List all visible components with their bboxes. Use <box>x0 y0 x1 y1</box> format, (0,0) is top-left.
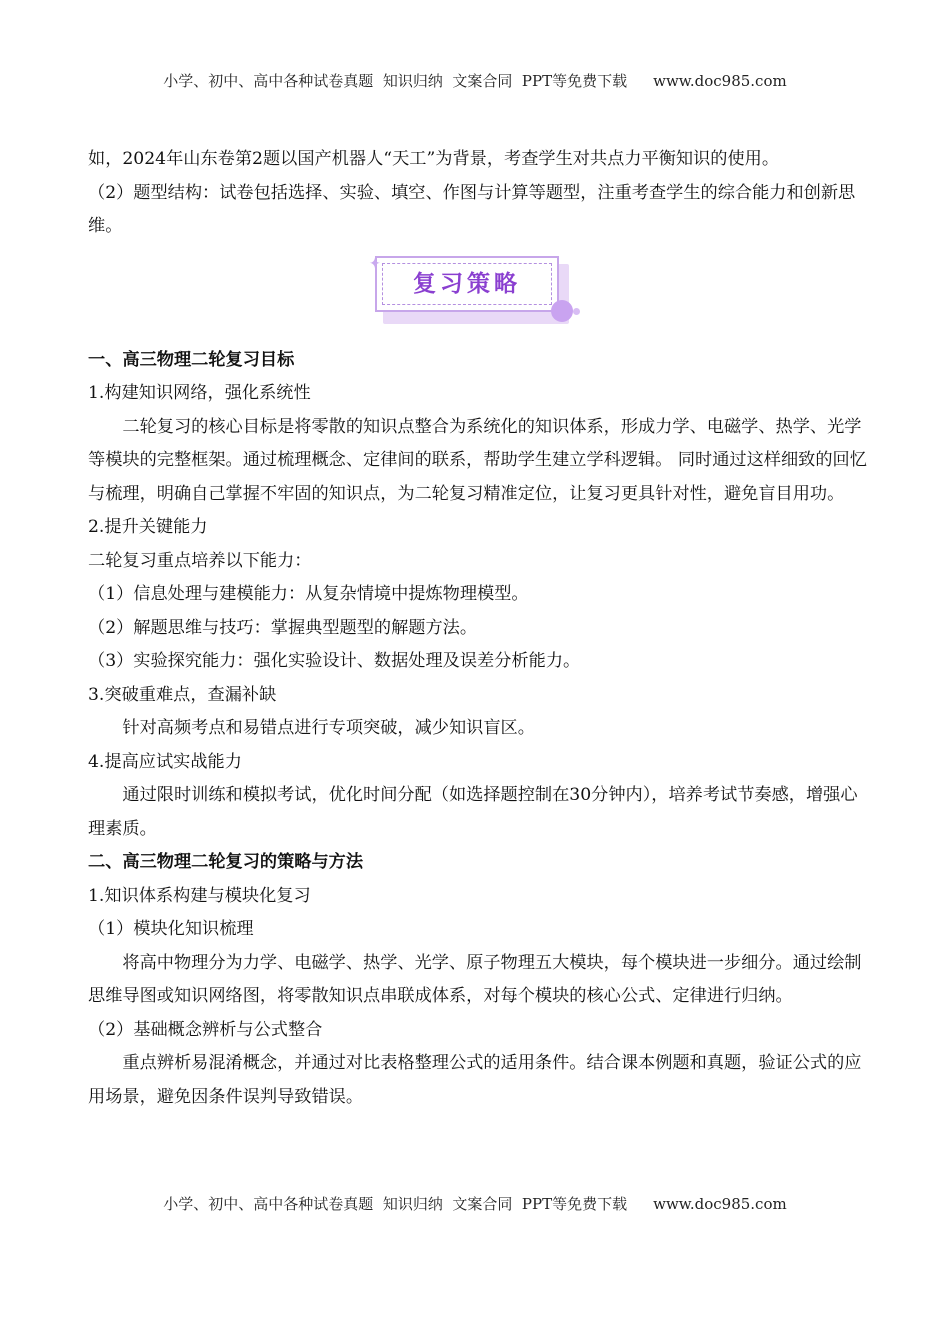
section1-item2-title: 2.提升关键能力 <box>88 517 208 537</box>
section1-item1-body: 二轮复习的核心目标是将零散的知识点整合为系统化的知识体系，形成力学、电磁学、热学、光学等模块的完整框架。通过梳理概念、定律间的联系，帮助学生建立学科逻辑。 同时通过这样细致的回忆与梳理，明确自己掌握不牢固的知识点，为二轮复习精准定位，让复习更具针对性，避免盲目用功。 <box>88 416 867 504</box>
header-site: www.doc985.com <box>653 72 787 90</box>
planet-icon <box>551 300 573 322</box>
section1-item2-b: （2）解题思维与技巧：掌握典型题型的解题方法。 <box>88 617 478 638</box>
section1-item3-body: 针对高频考点和易错点进行专项突破，减少知识盲区。 <box>122 718 535 738</box>
sparkle-icon: ✦ <box>369 255 381 272</box>
section1-item4-body: 通过限时训练和模拟考试，优化时间分配（如选择题控制在30分钟内），培养考试节奏感，增强心理素质。 <box>88 785 858 839</box>
header-text: 小学、初中、高中各种试卷真题 知识归纳 文案合同 PPT等免费下载 <box>163 72 628 90</box>
section2-sub1-body: 将高中物理分为力学、电磁学、热学、光学、原子物理五大模块，每个模块进一步细分。通过绘制思维导图或知识网络图，将零散知识点串联成体系，对每个模块的核心公式、定律进行归纳。 <box>88 952 862 1006</box>
footer-text: 小学、初中、高中各种试卷真题 知识归纳 文案合同 PPT等免费下载 <box>163 1195 628 1213</box>
section1-item2-intro: 二轮复习重点培养以下能力： <box>88 550 312 571</box>
dot-icon <box>573 308 580 315</box>
section-banner <box>88 244 868 344</box>
section1-heading: 一、高三物理二轮复习目标 <box>88 349 295 370</box>
page-footer <box>0 1193 950 1214</box>
banner-title: 复习策略 <box>413 270 521 297</box>
section1-item3-title: 3.突破重难点，查漏补缺 <box>88 684 277 705</box>
section1-item2-c: （3）实验探究能力：强化实验设计、数据处理及误差分析能力。 <box>88 651 581 671</box>
section2-sub2-title: （2）基础概念辨析与公式整合 <box>88 1019 323 1040</box>
section1-item2-a: （1）信息处理与建模能力：从复杂情境中提炼物理模型。 <box>88 584 529 604</box>
section2-sub1-title: （1）模块化知识梳理 <box>88 919 254 939</box>
section1-item1-title: 1.构建知识网络，强化系统性 <box>88 383 311 403</box>
page-header <box>0 70 950 91</box>
footer-site: www.doc985.com <box>653 1195 787 1213</box>
intro-line2: （2）题型结构：试卷包括选择、实验、填空、作图与计算等题型，注重考查学生的综合能力和创新思维。 <box>88 182 856 236</box>
intro-line1: 如，2024年山东卷第2题以国产机器人“天工”为背景，考查学生对共点力平衡知识的使用。 <box>88 149 780 169</box>
section2-item1-title: 1.知识体系构建与模块化复习 <box>88 885 311 906</box>
document-body <box>88 143 868 1114</box>
section2-sub2-body: 重点辨析易混淆概念，并通过对比表格整理公式的适用条件。结合课本例题和真题，验证公式的应用场景，避免因条件误判导致错误。 <box>88 1053 862 1107</box>
section1-item4-title: 4.提高应试实战能力 <box>88 751 242 772</box>
section2-heading: 二、高三物理二轮复习的策略与方法 <box>88 852 364 872</box>
